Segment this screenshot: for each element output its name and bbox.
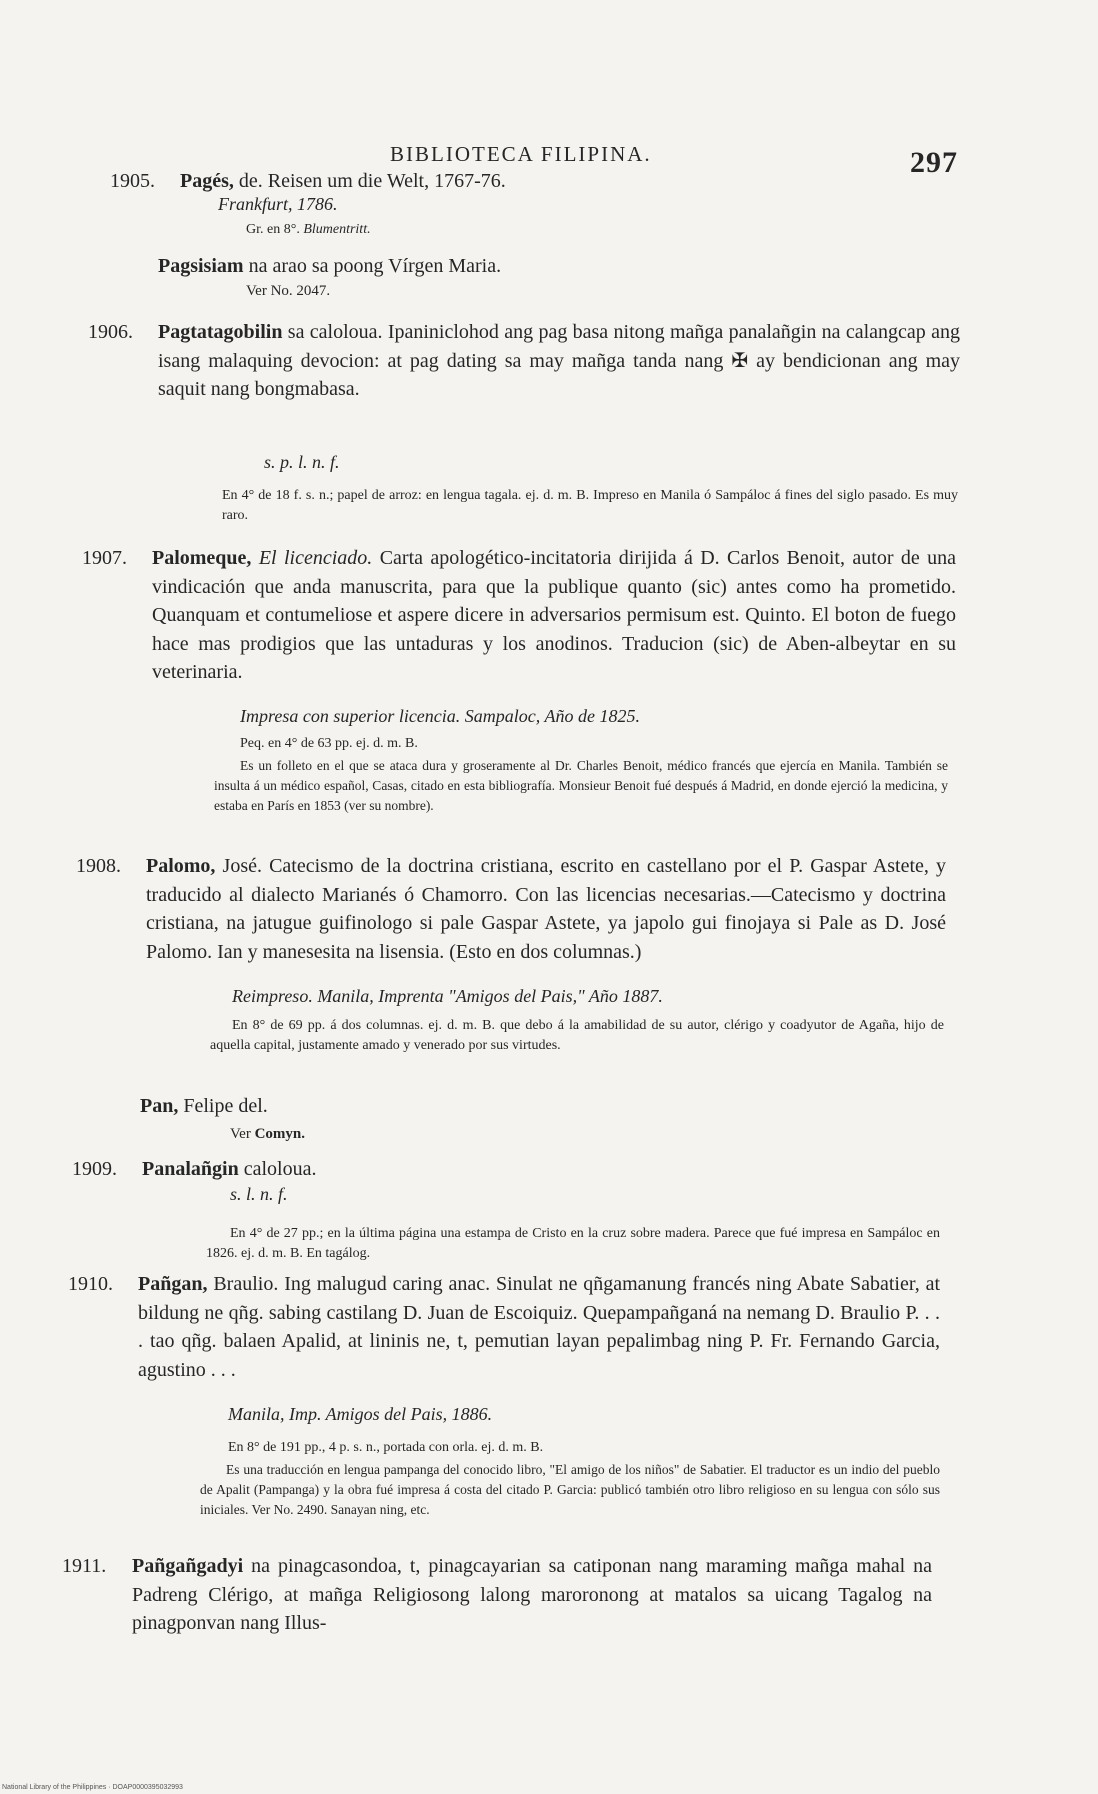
entry-imprint: Impresa con superior licencia. Sampaloc, Año de 1825. — [240, 706, 640, 726]
entry-pan — [140, 1092, 880, 1121]
entry-author: Pan, — [140, 1095, 179, 1117]
entry-author: Panalañgin — [142, 1158, 239, 1180]
entry-author: Palomo, — [146, 855, 216, 877]
entry-author-rest: José. — [222, 855, 262, 877]
entry-note: En 4° de 27 pp.; en la última página una estampa de Cristo en la cruz sobre madera. Parece que fué impresa en Sampáloc en 1826. ej. d. m. B. En tagálog. — [206, 1226, 940, 1261]
entry-note-ref: Comyn. — [254, 1126, 305, 1142]
entry-note: En 4° de 18 f. s. n.; papel de arroz: en lengua tagala. ej. d. m. B. Impreso en Manila ó Sampáloc á fines del siglo pasado. Es muy raro. — [222, 488, 958, 523]
entry-note: En 8° de 191 pp., 4 p. s. n., portada con orla. ej. d. m. B. — [228, 1440, 544, 1455]
entry-author: Pañgañgadyi — [132, 1555, 244, 1577]
page-number: 297 — [910, 146, 958, 179]
entry-note-text: Ver — [230, 1126, 251, 1142]
entry-title: sa caloloua. Ipaninicloh​od ang pag basa nitong mañga panalañgin na calangcap ang isang malaquing devocion: at pag dating sa may mañga tanda nang ✠ ay bendicionan ang may saquit nang bongmabasa. — [158, 321, 960, 400]
entry-1907 — [82, 544, 957, 687]
entry-note: En 8° de 69 pp. á dos columnas. ej. d. m. B. que debo á la amabilidad de su autor, clérigo y coadyutor de Agaña, hijo de aquella capital, justamente amado y venerado por sus virtudes. — [210, 1018, 944, 1053]
entry-note: Peq. en 4° de 63 pp. ej. d. m. B. — [240, 736, 418, 751]
entry-author-rest: de. — [238, 170, 263, 192]
entry-author: Pagés, — [180, 170, 234, 192]
entry-imprint: Manila, Imp. Amigos del Pais, 1886. — [228, 1404, 493, 1424]
entry-title: Felipe del. — [183, 1095, 268, 1117]
entry-imprint: Frankfurt, 1786. — [218, 194, 338, 214]
entry-imprint: s. p. l. n. f. — [264, 452, 340, 472]
entry-title: Braulio. Ing malugud caring anac. Sinulat ne qñgamanung francés ning Abate Sabatier, at bildung ne qñg. sabing castilang D. Juan de Escoiquiz. Quepampañganá na nemang D. Braulio P. . . . tao qñg. balaen Apalid, at lininis ne, t, pemutian layan pepalimbag ning P. Fr. Fernando Garcia, agustino . . . — [138, 1273, 941, 1381]
entry-1910 — [68, 1270, 941, 1384]
entry-author: Pañgan, — [138, 1273, 208, 1295]
entry-title: Reisen um die Welt, 1767-76. — [267, 170, 506, 192]
entry-1909 — [72, 1155, 942, 1184]
entry-note: Ver No. 2047. — [246, 283, 331, 299]
entry-number: 1905. — [110, 170, 155, 192]
entry-note-2: Es un folleto en el que se ataca dura y groseramente al Dr. Charles Benoit, médico francés que ejercía en Manila. También se insulta á un médico español, Casas, citado en esta bibliografía. Monsieur Benoit fué después á Madrid, en donde ejerció la medicina, y estaba en París en 1853 (ver su nombre). — [214, 758, 948, 813]
entry-number: 1906. — [88, 321, 133, 343]
entry-title: na arao sa poong Vírgen Maria. — [248, 255, 502, 277]
entry-1906 — [88, 318, 960, 404]
entry-author: Pagtatagobilin — [158, 321, 283, 343]
entry-author: Palomeque, — [152, 547, 252, 569]
entry-number: 1911. — [62, 1555, 107, 1577]
entry-title: Carta apologético-incitatoria dirijida á D. Carlos Benoit, autor de una vindicación que anda manuscrita, para que la publique quanto (sic) antes como ha prometido. Quanquam et contumeliose et aspere dicere in adversarios permisum est. Quinto. El boton de fuego hace mas prodigios que las untaduras y los anodinos. Traducion (sic) de Aben-albeytar en su veterinaria. — [152, 547, 957, 683]
entry-number: 1908. — [76, 855, 121, 877]
entry-number: 1907. — [82, 547, 127, 569]
entry-title: na pinagcasondoa, t, pinagcayarian sa catiponan nang maraming mañga mahal na Padreng Clérigo, at mañga Religiosong lalong maroronong at matalos sa uicang Tagalog na pinagponvan nang Illus- — [132, 1555, 933, 1634]
entry-number: 1909. — [72, 1158, 117, 1180]
entry-1908 — [76, 852, 947, 966]
entry-title: caloloua. — [243, 1158, 317, 1180]
entry-number: 1910. — [68, 1273, 113, 1295]
entry-author: Pagsisiam — [158, 255, 244, 277]
entry-note-source: Blumentritt. — [303, 222, 371, 237]
entry-imprint: s. l. n. f. — [230, 1184, 288, 1204]
entry-1905 — [110, 167, 920, 196]
entry-title: Catecismo de la doctrina cristiana, escrito en castellano por el P. Gaspar Astete, y traducido al dialecto Marianés ó Chamorro. Con las licencias necesarias.—Catecismo y doctrina cristiana, na jatugue guifinologo si pale Gaspar Astete, ya japolo gui finojaya si Pale as D. José Palomo. Ian y manesesita na lisensia. (Esto en dos columnas.) — [146, 855, 947, 963]
scan-footer: National Library of the Philippines · DOAP0000395032993 — [2, 1784, 183, 1791]
entry-note — [230, 1124, 305, 1144]
entry-note — [246, 220, 371, 240]
entry-pagsisiam — [158, 252, 898, 281]
entry-note-2: Es una traducción en lengua pampanga del conocido libro, "El amigo de los niños" de Sabatier. El traductor es un indio del pueblo de Apalit (Pampanga) y la obra fué impresa á costa del citado P. Garcia: publicó también otro libro religioso en su lengua con sólo sus iniciales. Ver No. 2490. Sanayan ning, etc. — [200, 1462, 940, 1517]
entry-author-title: El licenciado. — [258, 547, 373, 569]
entry-1911 — [62, 1552, 933, 1638]
entry-imprint: Reimpreso. Manila, Imprenta "Amigos del Pais," Año 1887. — [232, 986, 663, 1006]
running-header: BIBLIOTECA FILIPINA. — [390, 142, 652, 166]
entry-note-text: Gr. en 8°. — [246, 222, 300, 237]
